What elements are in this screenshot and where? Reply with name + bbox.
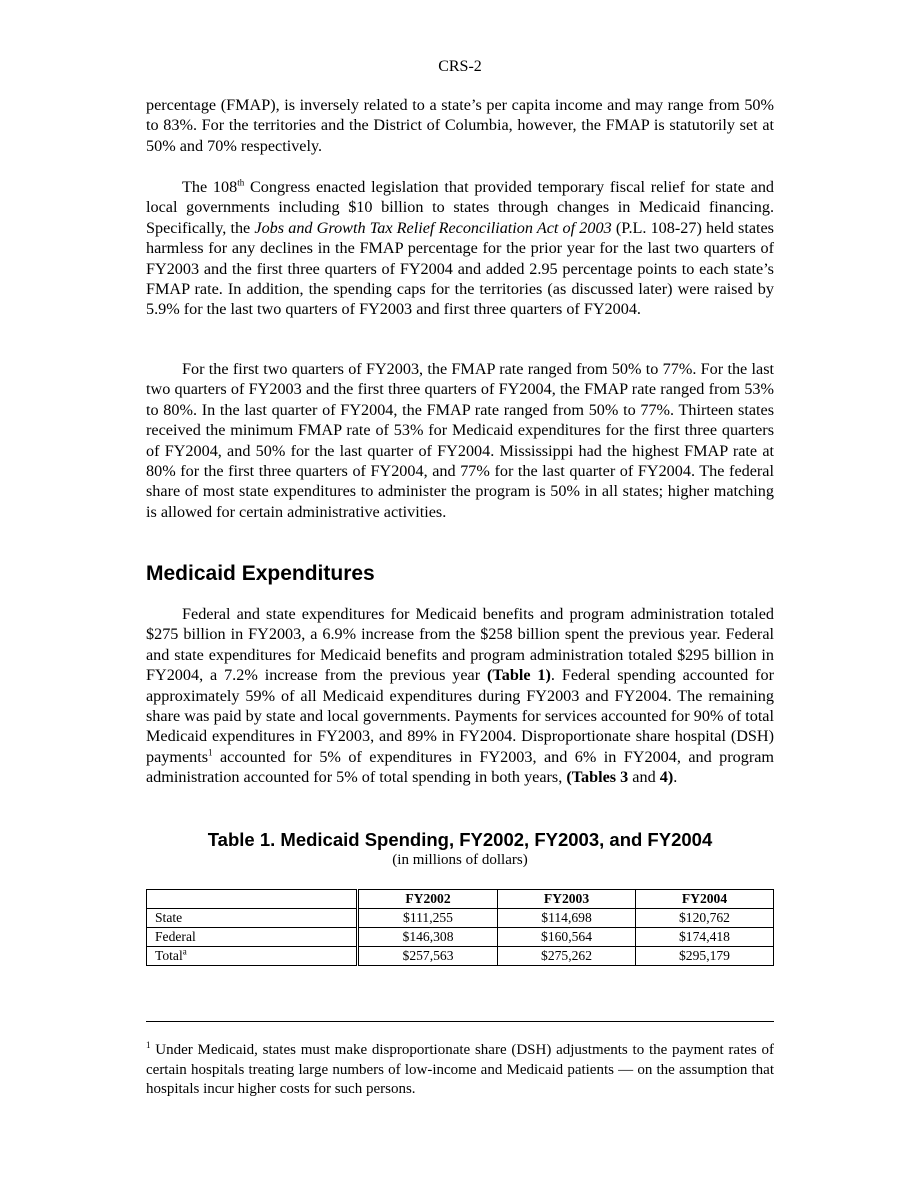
table-4-reference: 4) <box>659 768 674 787</box>
header-cell-fy2003: FY2003 <box>498 890 636 909</box>
footnote-1 <box>146 1041 774 1100</box>
page-number: CRS-2 <box>438 58 482 75</box>
row-label-text: State <box>155 910 183 925</box>
paragraph-2-text-b: Congress enacted legislation that provided temporary fiscal relief for state and local governments including $10 billion to states through changes in Medicaid financing. Specifically, the <box>146 178 775 237</box>
footnote-divider <box>146 1021 774 1022</box>
paragraph-4-text-a: Federal and state expenditures for Medicaid benefits and program administration totaled $275 billion in FY2003, a 6.9% increase from the $258 billion spent the previous year. Federal and state expenditures for Medicaid benefits and program administration totaled $295 billion in FY2004, a 7.2% increase from the previous year <box>146 605 774 685</box>
table-header-row <box>147 890 774 909</box>
cell-federal-fy2004: $174,418 <box>636 928 774 947</box>
superscript-th: th <box>237 177 245 188</box>
body-paragraph-4-block <box>146 604 774 788</box>
paragraph-4-text-b: . Federal spending accounted for approximately 59% of all Medicaid expenditures during FY2003 and FY2004. The remaining share was paid by state and local governments. Payments for services accounted for 90% of total Medicaid expenditures in FY2003, and 89% in FY2004. Disproportionate share hospital (DSH) payments <box>146 666 774 766</box>
row-label-federal <box>147 928 358 947</box>
table-subtitle: (in millions of dollars) <box>392 852 528 868</box>
cell-total-fy2003: $275,262 <box>498 947 636 966</box>
paragraph-2-text-a: The 108 <box>182 178 238 196</box>
table-1-reference: (Table 1) <box>487 666 551 685</box>
cell-state-fy2002: $111,255 <box>358 909 498 928</box>
table-row-total <box>147 947 774 966</box>
cell-total-fy2004: $295,179 <box>636 947 774 966</box>
header-cell-fy2002: FY2002 <box>358 890 498 909</box>
tables-3-reference: (Tables 3 <box>566 768 629 787</box>
row-label-text: Total <box>155 948 183 963</box>
body-paragraph-1: percentage (FMAP), is inversely related to a state’s per capita income and may range from 50% to 83%. For the territories and the District of Columbia, however, the FMAP is statutorily set at 50% and 70% respectively. <box>146 96 774 155</box>
row-label-text: Federal <box>155 929 196 944</box>
table-title: Table 1. Medicaid Spending, FY2002, FY2003, and FY2004 <box>207 829 713 850</box>
body-paragraph-3-block <box>146 359 774 522</box>
header-cell-empty <box>147 890 358 909</box>
act-title: Jobs and Growth Tax Relief Reconciliation Act of 2003 <box>254 218 612 237</box>
body-paragraph-2-block <box>146 177 774 320</box>
row-label-total <box>147 947 358 966</box>
cell-federal-fy2003: $160,564 <box>498 928 636 947</box>
table-note-marker-a: a <box>182 946 187 957</box>
cell-federal-fy2002: $146,308 <box>358 928 498 947</box>
section-heading: Medicaid Expenditures <box>146 562 375 585</box>
paragraph-4-text-c: accounted for 5% of expenditures in FY2003, and 6% in FY2004, and program administration accounted for 5% of total spending in both years, <box>146 747 774 787</box>
cell-state-fy2004: $120,762 <box>636 909 774 928</box>
body-paragraph-3: For the first two quarters of FY2003, the FMAP rate ranged from 50% to 77%. For the last two quarters of FY2003 and the first three quarters of FY2004, the FMAP rate ranged from 53% to 80%. In the last quarter of FY2004, the FMAP rate ranged from 50% to 77%. Thirteen states received the minimum FMAP rate of 53% for Medicaid expenditures for the first three quarters of FY2004, and 50% for the last quarter of FY2004. Mississippi had the highest FMAP rate at 80% for the first three quarters of FY2004, and 77% for the last quarter of FY2004. The federal share of most state expenditures to administer the program is 50% in all states; higher matching is allowed for certain administrative activities. <box>146 360 774 521</box>
body-paragraph-2 <box>146 177 774 320</box>
paragraph-2-text-c: (P.L. 108-27) held states harmless for any declines in the FMAP percentage for the prior year for the last two quarters of FY2003 and the first three quarters of FY2004 and added 2.95 percentage points to each state’s FMAP rate. In addition, the spending caps for the territories (as discussed later) were raised by 5.9% for the last two quarters of FY2003 and first three quarters of FY2004. <box>146 218 774 319</box>
body-paragraph-4 <box>146 604 774 788</box>
cell-total-fy2002: $257,563 <box>358 947 498 966</box>
row-label-state <box>147 909 358 928</box>
medicaid-spending-table <box>146 889 774 966</box>
table-row-state <box>147 909 774 928</box>
cell-state-fy2003: $114,698 <box>498 909 636 928</box>
paragraph-4-text-e: . <box>673 768 678 787</box>
body-paragraph-1-block <box>146 95 774 156</box>
header-cell-fy2004: FY2004 <box>636 890 774 909</box>
footnote-reference-1: 1 <box>208 747 213 758</box>
table-row-federal <box>147 928 774 947</box>
footnote-text: Under Medicaid, states must make disproportionate share (DSH) adjustments to the payment rates of certain hospitals treating large numbers of low-income and Medicaid patients — on the assumption that hospitals incur higher costs for such persons. <box>146 1042 774 1097</box>
paragraph-4-text-d: and <box>628 768 660 787</box>
footnote-marker: 1 <box>146 1040 151 1050</box>
